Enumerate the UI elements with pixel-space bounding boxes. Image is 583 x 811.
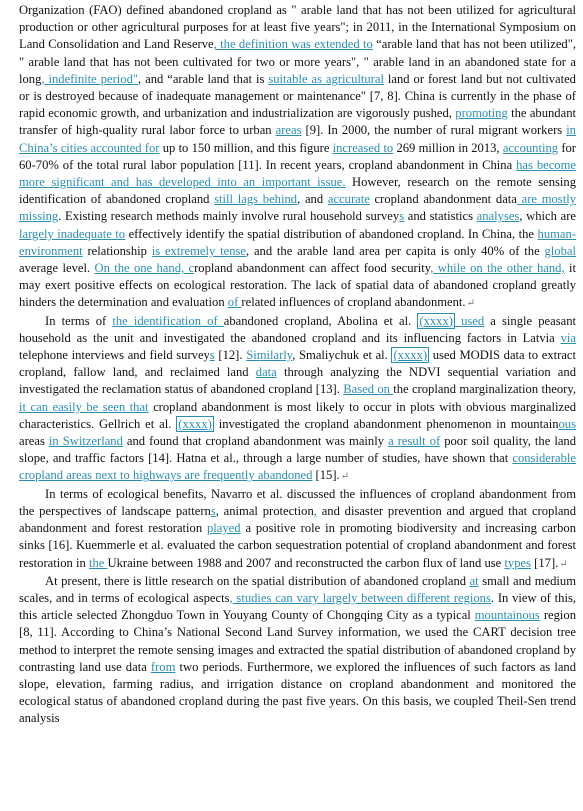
text-run: 269 million in 2013, [393,140,503,155]
tracked-edit: used [454,313,485,328]
tracked-edit: accounting [502,140,559,155]
tracked-edit: global [544,243,576,258]
tracked-edit: s [209,348,215,363]
text-run: Organization (FAO) defined abandoned cropland as " arable land that has not been utilized for agricultural production or other agricultural purposes for at least five years"; in 2011, in the International Symposium on Land Consolidation and Land Reserve [19,3,576,52]
tracked-edit: Similarly [246,348,293,363]
paragraph [19,2,576,313]
text-run: through analyzing the NDVI sequential variation and investigated the reclamation status of abandoned cropland [13]. [19,365,576,397]
text-run: a single peasant household as the unit and investigated the abandoned cropland and its influencing factors in Latvia [19,313,576,345]
paragraph [19,313,576,486]
tracked-edit: considerable cropland areas next to highways are frequently abandoned [19,451,576,483]
tracked-edit: it can easily be seen that [19,399,149,414]
tracked-edit: largely inadequate to [19,226,126,241]
tracked-edit: data [255,365,277,380]
tracked-edit: is extremely tense [151,243,246,258]
tracked-edit: , indefinite period" [41,71,139,86]
text-run: . In view of this, this article selected Zhongduo Town in Youyang County of Chongqing City as a typical [19,590,576,623]
tracked-edit: via [560,330,576,345]
citation-year-placeholder: (xxxx) [419,313,453,328]
text-run: At present, there is little research on the spatial distribution of abandoned cropland [45,573,470,588]
text-run: cropland abandonment data [369,192,517,207]
text-run: ropland abandonment can affect food security [194,261,431,276]
text-run: , animal protection [215,503,314,518]
text-run: it may exert positive effects on ecological restoration. The lack of spatial data of abandoned cropland greatly hinders the determination and evaluation [19,261,576,310]
text-run: region [8, 11]. According to China’s National Second Land Survey information, we used the CART decision tree method to interpret the remote sensing images and extracted the spatial distribution of abandoned cropland by contrasting land use data [19,608,576,674]
text-run: Ukraine between 1988 and 2007 and reconstructed the carbon flux of land use [107,555,505,570]
tracked-edit: On the one hand, c [94,261,195,276]
text-run: [15]. [312,468,340,483]
tracked-edit: has become more significant and has developed into an important issue. [19,157,576,190]
tracked-edit: in Switzerland [48,434,123,449]
text-run: [17]. [531,555,559,570]
text-run: related influences of cropland abandonment. [241,295,466,310]
text-run: a positive role in promoting biodiversity and increasing carbon sinks [16]. Kuemmerle et al. evaluated the carbon sequestration potential of cropland abandonment and forest restoration in [19,521,576,570]
paragraph [19,573,576,728]
paragraph [19,486,576,573]
tracked-edit: at [469,573,479,588]
text-run: and found that cropland abandonment was mainly [122,434,389,449]
text-run: small and medium scales, and in terms of ecological aspects [19,573,576,605]
citation-year-placeholder: (xxxx) [178,416,212,431]
text-run: , which are [519,209,576,224]
text-run: poor soil quality, the land slope, and traffic factors [14]. Hatna et al., through a large number of studies, have shown that [19,434,576,466]
tracked-edit: human-environment [19,226,576,258]
text-run: , and “arable land that is [138,71,269,86]
text-run: the cropland marginalization theory, [393,382,576,397]
tracked-edit: are mostly missing [19,192,577,224]
text-run: and disaster prevention and argued that cropland abandonment and forest restoration [19,503,577,536]
tracked-edit: accurate [327,192,370,207]
text-run: effectively identify the spatial distribution of abandoned cropland. In China, the [125,226,538,241]
citation-year-placeholder: (xxxx) [393,348,428,363]
text-run: In terms of ecological benefits, Navarro et al. discussed the influences of cropland abandonment from the perspectives of landscape pattern [19,486,576,518]
tracked-edit: Based on [343,382,394,397]
tracked-edit: , the definition was extended to [213,37,373,52]
text-run: In terms of [45,313,113,328]
text-run: , and the arable land area per capita is only 40% of the [245,243,545,258]
paragraph-mark-icon: ↵ [466,298,475,310]
tracked-edit: mountainous [474,608,540,623]
paragraph-mark-icon: ↵ [559,558,568,570]
text-run: land or forest land but not cultivated or is destroyed because of inadequate management or maintenance" [7, 8]. China is currently in the phase of rapid economic growth, and urbanization and industrialization are vigorously pushed, [19,71,576,121]
tracked-edit: ous [558,416,576,431]
text-run: , Smaliychuk et al. [292,348,392,363]
text-run: areas [19,434,49,449]
tracked-edit: types [504,555,532,570]
text-run: . Existing research methods mainly involve rural household survey [58,209,400,224]
text-run: the abundant transfer of high-quality rural labor force to urban [19,106,576,138]
tracked-edit: a result of [388,434,441,449]
text-run: up to 150 million, and this figure [159,140,333,155]
tracked-edit: s [210,503,216,518]
text-run: and statistics [404,209,477,224]
tracked-edit: in China’s cities accounted for [19,123,576,155]
tracked-edit: , while on the other hand, [430,261,565,276]
tracked-edit: promoting [455,106,508,121]
text-run: telephone interviews and field survey [19,348,210,363]
tracked-edit: of [227,295,242,310]
text-run: , and [297,192,328,207]
text-run: two periods. Furthermore, we explored the influences of such factors as land slope, elevation, farming radius, and irrigation distance on cropland abandonment and monitored the ecological status of abandoned cropland during the past five years. On this basis, we coupled Theil-Sen trend analysis [19,659,576,726]
tracked-edit: analyses [476,209,520,224]
text-run: investigated the cropland abandonment phenomenon in mountain [213,416,559,431]
text-run: However, research on the remote sensing identification of abandoned cropland [19,175,576,207]
text-run: used MODIS data to extract cropland, fallow land, and reclaimed land [19,348,576,380]
tracked-edit: areas [275,123,302,138]
text-run: relationship [82,243,152,258]
tracked-edit: increased to [332,140,394,155]
tracked-edit: the identification of [112,313,224,328]
text-run: “arable land that has not been utilized", " arable land that has not been cultivated for two or more years", " arable land in an abandoned state for a long [19,37,576,86]
text-run: abandoned cropland, Abolina et al. [223,313,418,328]
tracked-edit: suitable as agricultural [268,71,384,86]
text-run: for 60-70% of the total rural labor population [11]. In recent years, cropland abandonment in China [19,140,576,172]
text-run: cropland abandonment is most likely to occur in plots with obvious marginalized characteristics. Gellrich et al. [19,399,577,431]
tracked-edit: s [399,209,405,224]
text-run: [12]. [214,348,247,363]
tracked-edit: , [313,503,317,518]
text-run: average level. [19,261,95,276]
paragraph-mark-icon: ↵ [340,471,350,483]
tracked-edit: still lags behind [214,192,298,207]
tracked-edit: played [207,521,241,536]
tracked-edit: the [88,555,108,570]
text-run: [9]. In 2000, the number of rural migrant workers [301,123,567,138]
tracked-edit: , studies can vary largely between different regions [229,590,491,605]
tracked-edit: from [150,659,176,674]
